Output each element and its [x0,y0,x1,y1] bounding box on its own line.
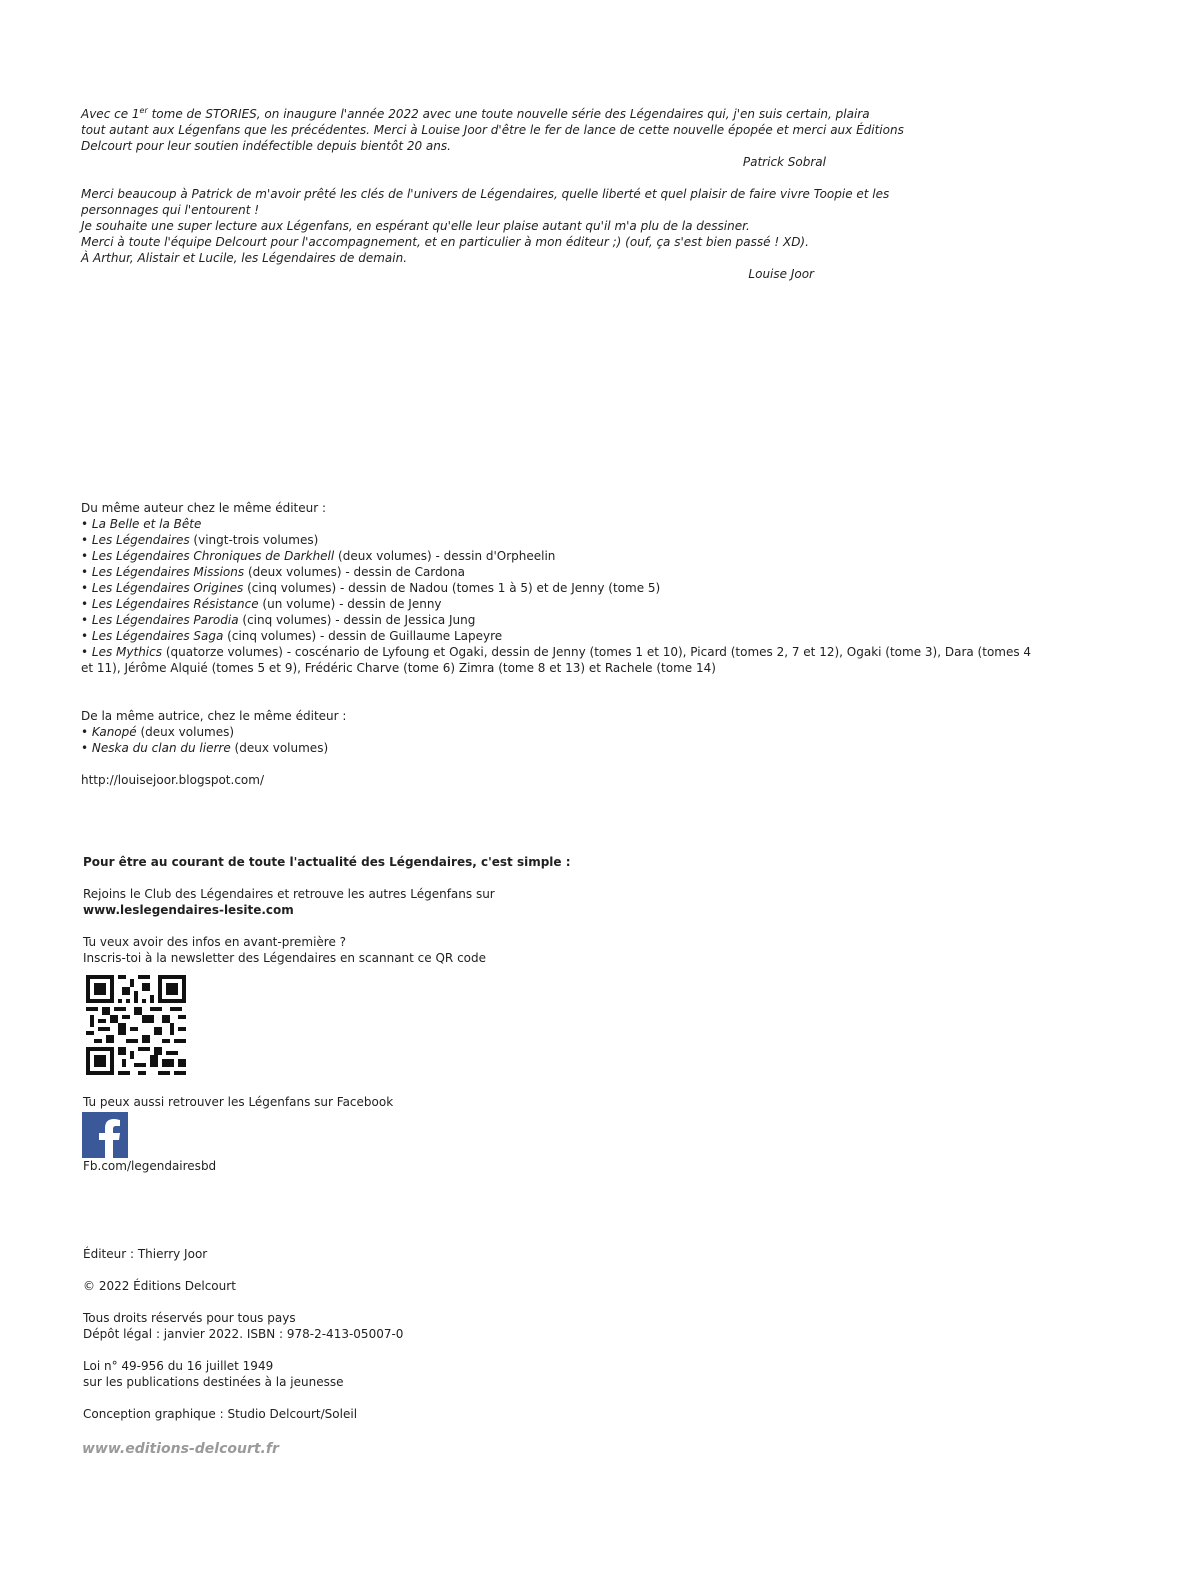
acknowledgement-joor [81,186,889,266]
bibliography2-heading: De la même autrice, chez le même éditeur : [81,709,347,723]
publisher-website-link[interactable]: www.editions-delcourt.fr [82,1441,279,1457]
rights-line: Tous droits réservés pour tous pays [83,1311,296,1325]
facebook-url-link[interactable]: Fb.com/legendairesbd [83,1159,217,1173]
ack-joor-line2: personnages qui l'entourent ! [81,203,260,217]
bibliography-item-continued: et 11), Jérôme Alquié (tomes 5 et 9), Frédéric Charve (tome 6) Zimra (tome 8 et 13) et Rachele (tome 14) [81,661,716,675]
newsletter-line: Inscris-toi à la newsletter des Légendaires en scannant ce QR code [83,951,487,965]
design-credit: Conception graphique : Studio Delcourt/Soleil [83,1407,358,1421]
editor-line: Éditeur : Thierry Joor [83,1247,208,1261]
blog-link[interactable]: http://louisejoor.blogspot.com/ [81,773,264,787]
preview-line: Tu veux avoir des infos en avant-première ? [83,935,347,949]
author2-bibliography [81,708,346,788]
facebook-icon[interactable] [82,1112,128,1158]
signature-joor: Louise Joor [748,267,814,281]
club-line: Rejoins le Club des Légendaires et retrouve les autres Légenfans sur [83,887,495,901]
bibliography-list [81,516,1031,644]
bibliography-item: • Les Légendaires Chroniques de Darkhell (deux volumes) - dessin d'Orpheelin [81,549,556,563]
ack-sobral-line3: Delcourt pour leur soutien indéfectible depuis bientôt 20 ans. [81,139,451,153]
facebook-line: Tu peux aussi retrouver les Légenfans sur Facebook [83,1095,394,1109]
law-line-2: sur les publications destinées à la jeunesse [83,1375,344,1389]
club-url-link[interactable]: www.leslegendaires-lesite.com [83,903,294,917]
bibliography-item: • Kanopé (deux volumes) [81,725,235,739]
ack-sobral-line2: tout autant aux Légenfans que les précédentes. Merci à Louise Joor d'être le fer de lance de cette nouvelle épopée et merci aux Éditions [81,123,904,137]
bibliography-item: • Les Mythics (quatorze volumes) - coscénario de Lyfoung et Ogaki, dessin de Jenny (tomes 1 et 10), Picard (tomes 2, 7 et 12), Ogaki (tome 3), Dara (tomes 4 [81,645,1032,659]
ack-joor-line5: À Arthur, Alistair et Lucile, les Légendaires de demain. [81,251,408,265]
signature-sobral: Patrick Sobral [742,155,826,169]
bibliography-item: • Les Légendaires Origines (cinq volumes) - dessin de Nadou (tomes 1 à 5) et de Jenny (tome 5) [81,581,661,595]
copyright-line: © 2022 Éditions Delcourt [83,1279,236,1293]
bibliography-item: • Neska du clan du lierre (deux volumes) [81,741,329,755]
ack-joor-line4: Merci à toute l'équipe Delcourt pour l'accompagnement, et en particulier à mon éditeur ;) (ouf, ça s'est bien passé ! XD). [81,235,809,249]
bibliography-heading: Du même auteur chez le même éditeur : [81,501,327,515]
law-line: Loi n° 49-956 du 16 juillet 1949 [83,1359,274,1373]
author-bibliography [81,500,1031,676]
bibliography-item: • Les Légendaires Parodia (cinq volumes) - dessin de Jessica Jung [81,613,476,627]
ack-sobral-line1: Avec ce 1er tome de STORIES, on inaugure l'année 2022 avec une toute nouvelle série des Légendaires qui, j'en suis certain, plaira [81,106,870,121]
news-section [83,854,571,966]
qr-code-icon[interactable] [86,975,186,1075]
ack-joor-line3: Je souhaite une super lecture aux Légenfans, en espérant qu'elle leur plaise autant qu'il m'a plu de la dessiner. [81,219,750,233]
bibliography-item: • Les Légendaires Saga (cinq volumes) - dessin de Guillaume Lapeyre [81,629,503,643]
acknowledgement-sobral [81,106,904,154]
ack-joor-line1: Merci beaucoup à Patrick de m'avoir prêté les clés de l'univers de Légendaires, quelle liberté et quel plaisir de faire vivre Toopie et les [81,187,890,201]
bibliography-item: • Les Légendaires Missions (deux volumes) - dessin de Cardona [81,565,465,579]
legal-section [83,1246,403,1422]
bibliography-item: • La Belle et la Bête [81,517,202,531]
bibliography-item: • Les Légendaires (vingt-trois volumes) [81,533,319,547]
deposit-line: Dépôt légal : janvier 2022. ISBN : 978-2-413-05007-0 [83,1327,404,1341]
bibliography-item: • Les Légendaires Résistance (un volume) - dessin de Jenny [81,597,442,611]
bibliography2-list [81,724,346,756]
news-heading: Pour être au courant de toute l'actualité des Légendaires, c'est simple : [83,855,571,869]
